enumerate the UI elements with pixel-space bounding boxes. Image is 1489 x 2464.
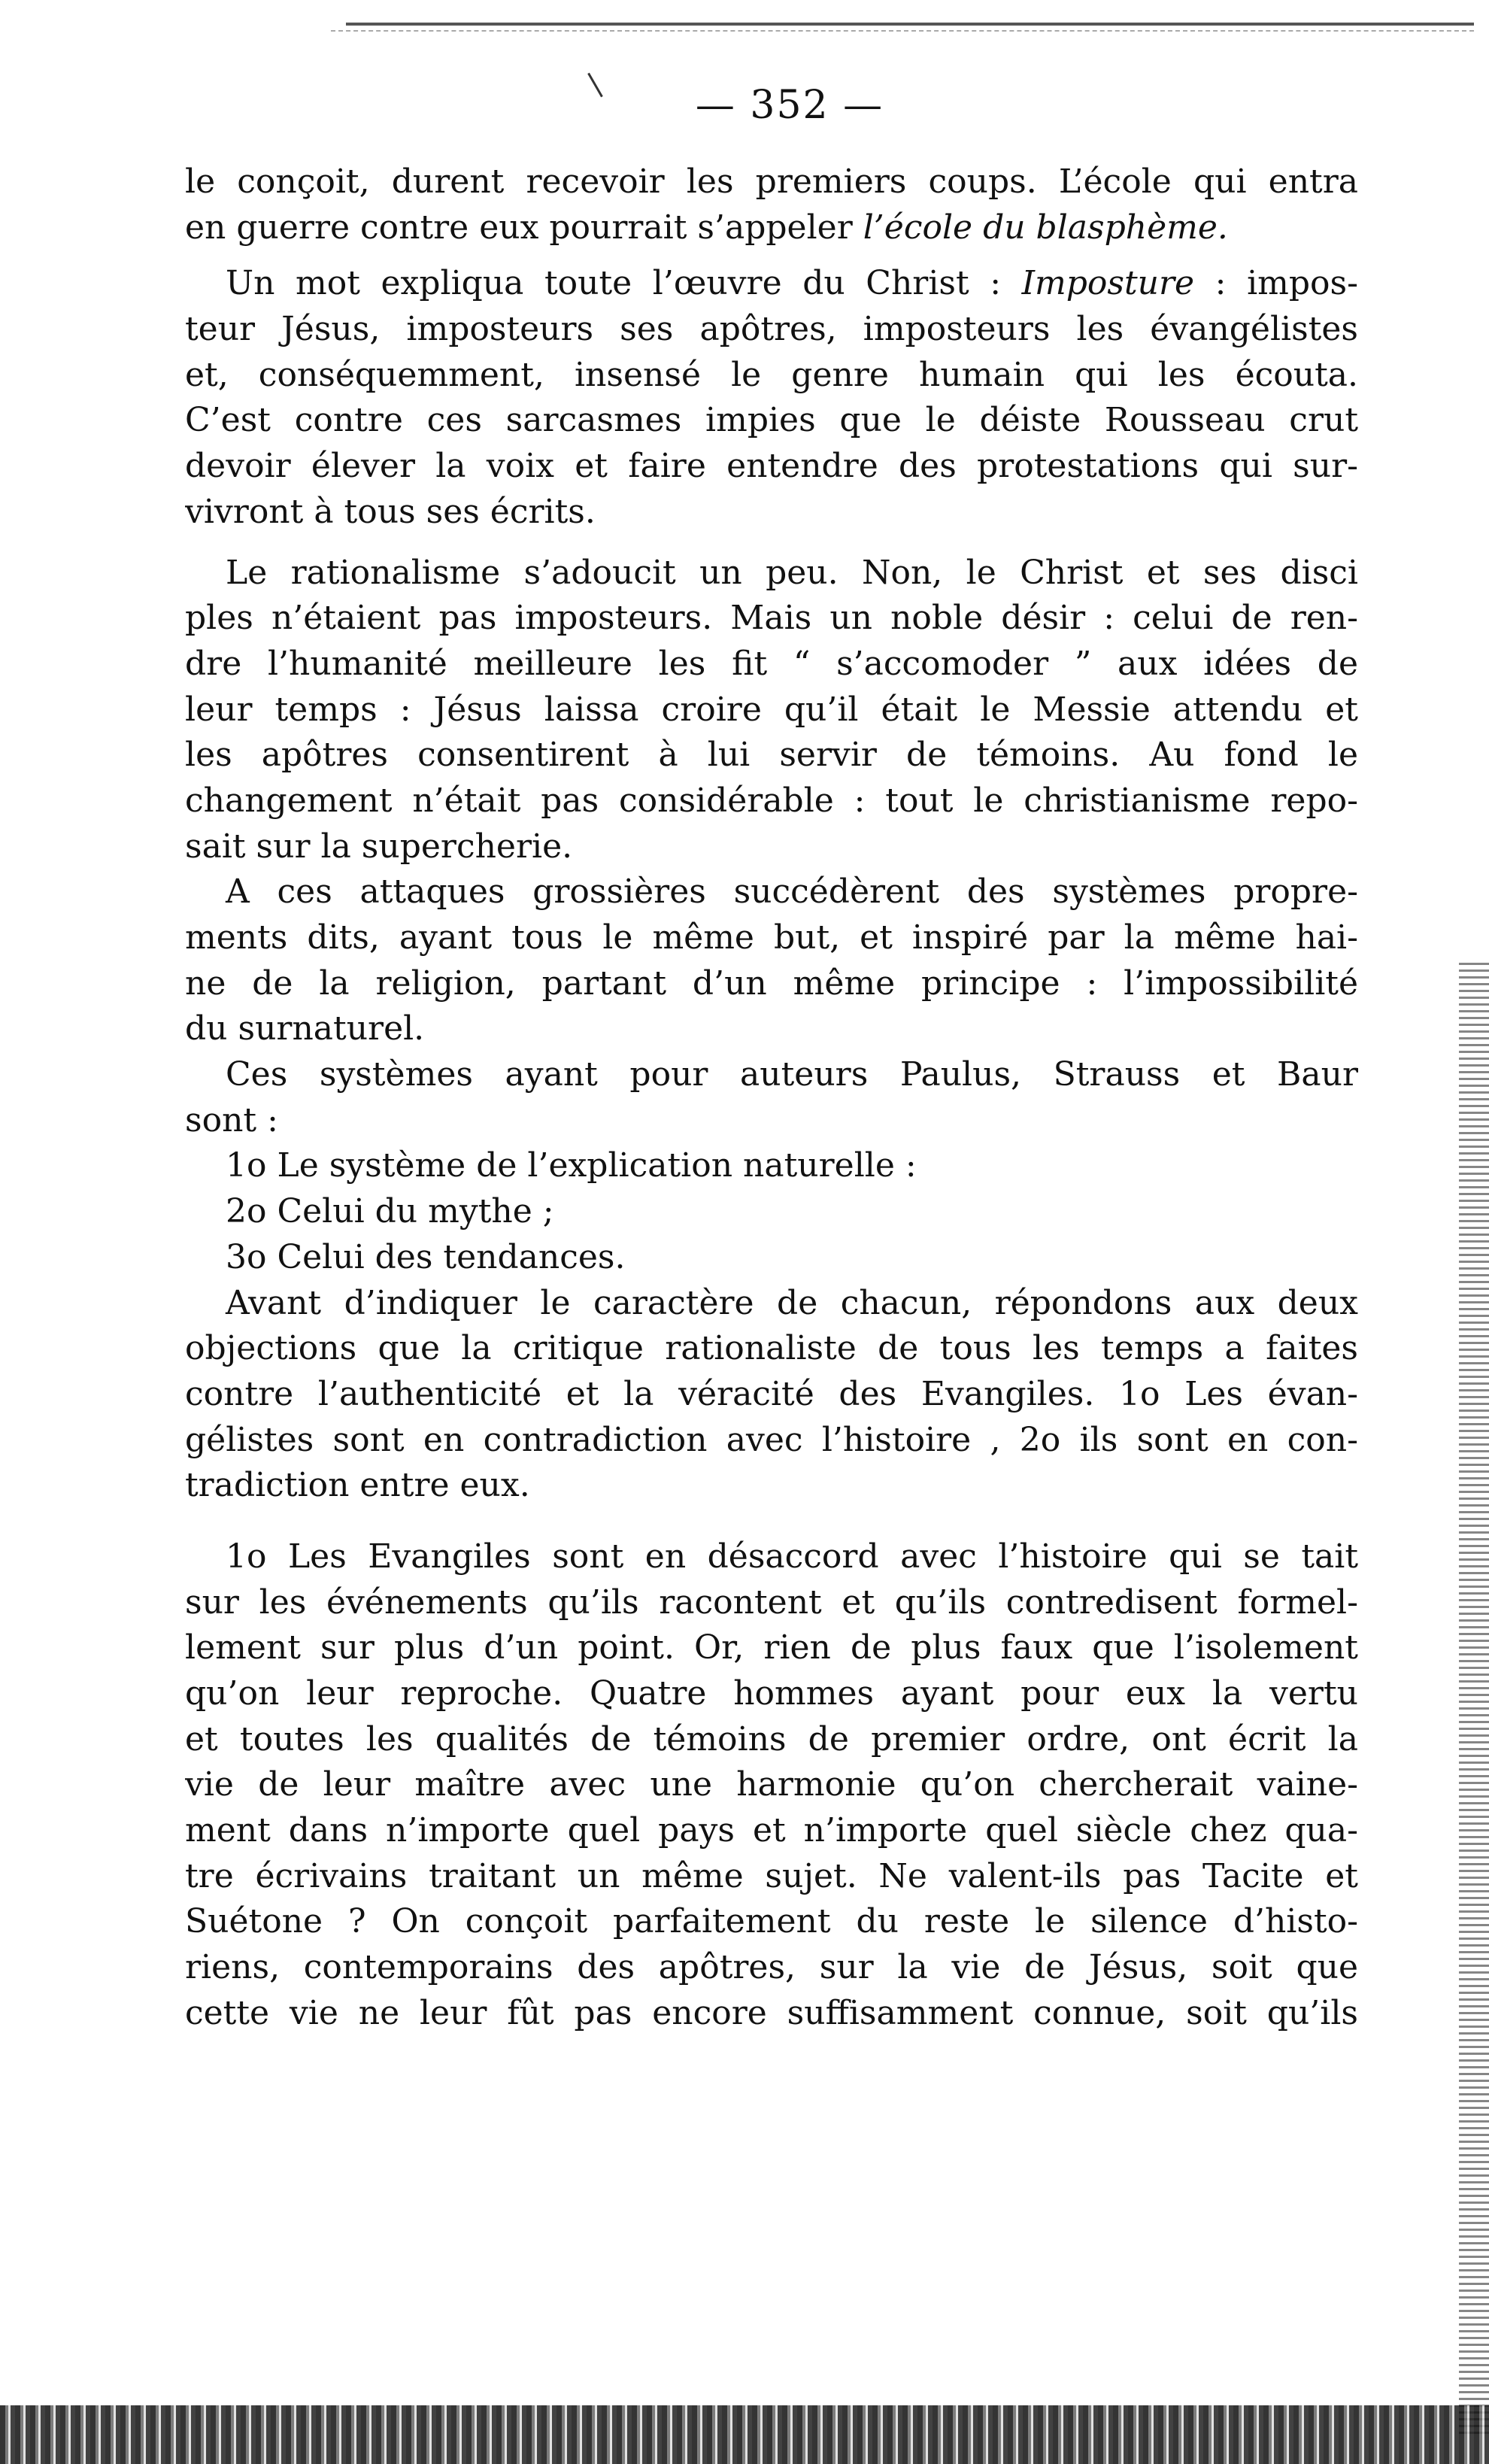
text-line: Ces systèmes ayant pour auteurs Paulus, Strauss et Baur [226, 1055, 1358, 1094]
text-line: du surnaturel. [185, 1009, 425, 1048]
text-line: ment dans n’importe quel pays et n’importe quel siècle chez qua- [185, 1811, 1358, 1850]
text-line: ne de la religion, partant d’un même principe : l’impossibilité [185, 963, 1358, 1003]
text-line: tre écrivains traitant un même sujet. Ne valent-ils pas Tacite et [185, 1856, 1358, 1895]
text-line: qu’on leur reproche. Quatre hommes ayant pour eux la vertu [185, 1674, 1358, 1713]
text-line: sur les événements qu’ils racontent et qu’ils contredisent formel- [185, 1582, 1358, 1622]
text-line: et toutes les qualités de témoins de premier ordre, ont écrit la [185, 1719, 1358, 1758]
text-line: teur Jésus, imposteurs ses apôtres, imposteurs les évangélistes [185, 310, 1358, 349]
text-line: Avant d’indiquer le caractère de chacun, répondons aux deux [226, 1283, 1358, 1322]
text-line: sait sur la supercherie. [185, 827, 573, 866]
text-line: et, conséquemment, insensé le genre humain qui les écouta. [185, 355, 1358, 394]
text-line: Un mot expliqua toute l’œuvre du Christ : Imposture : impos- [226, 264, 1358, 303]
text-line: riens, contemporains des apôtres, sur la vie de Jésus, soit que [185, 1948, 1358, 1987]
body-text [185, 159, 1358, 2037]
text-line: vie de leur maître avec une harmonie qu’on chercherait vaine- [185, 1765, 1358, 1804]
text-line: A ces attaques grossières succédèrent des systèmes propre- [226, 872, 1358, 912]
italic-word: Imposture [1021, 264, 1195, 303]
text-line: objections que la critique rationaliste de tous les temps a faites [185, 1329, 1358, 1368]
text-line: gélistes sont en contradiction avec l’histoire , 2o ils sont en con- [185, 1420, 1358, 1459]
italic-phrase: l’école du blasphème. [863, 208, 1228, 247]
top-border-dash [331, 30, 1474, 32]
scan-bottom-band [0, 2405, 1489, 2464]
top-border-rule [346, 23, 1474, 26]
text-line: 1o Les Evangiles sont en désaccord avec l’histoire qui se tait [226, 1537, 1358, 1576]
list-item: 3o Celui des tendances. [226, 1237, 626, 1276]
text-line: sont : [185, 1100, 278, 1139]
text-line: devoir élever la voix et faire entendre des protestations qui sur- [185, 447, 1358, 486]
text-line: en guerre contre eux pourrait s’appeler l’école du blasphème. [185, 208, 1228, 247]
list-item: 2o Celui du mythe ; [226, 1192, 554, 1231]
text-line: ments dits, ayant tous le même but, et inspiré par la même hai- [185, 918, 1358, 957]
text-line: tradiction entre eux. [185, 1466, 530, 1505]
text-line: contre l’authenticité et la véracité des Evangiles. 1o Les évan- [185, 1374, 1358, 1413]
text-line: cette vie ne leur fût pas encore suffisamment connue, soit qu’ils [185, 1993, 1358, 2032]
list-item: 1o Le système de l’explication naturelle : [226, 1146, 917, 1185]
text-line: changement n’était pas considérable : tout le christianisme repo- [185, 781, 1358, 820]
text-line: le conçoit, durent recevoir les premiers coups. L’école qui entra [185, 162, 1358, 201]
scan-edge-noise [1459, 963, 1489, 2437]
text-line: leur temps : Jésus laissa croire qu’il était le Messie attendu et [185, 690, 1358, 729]
text-line: C’est contre ces sarcasmes impies que le déiste Rousseau crut [185, 401, 1358, 440]
text-line: Suétone ? On conçoit parfaitement du reste le silence d’histo- [185, 1902, 1358, 1941]
text-line: dre l’humanité meilleure les fit “ s’accomoder ” aux idées de [185, 644, 1358, 683]
text-line: ples n’étaient pas imposteurs. Mais un noble désir : celui de ren- [185, 599, 1358, 638]
text-line: vivront à tous ses écrits. [185, 492, 596, 531]
text-line: lement sur plus d’un point. Or, rien de plus faux que l’isolement [185, 1628, 1358, 1667]
text-line: Le rationalisme s’adoucit un peu. Non, le Christ et ses disci [226, 553, 1358, 592]
text-line: les apôtres consentirent à lui servir de témoins. Au fond le [185, 736, 1358, 775]
page-number: — 352 — [695, 83, 884, 128]
